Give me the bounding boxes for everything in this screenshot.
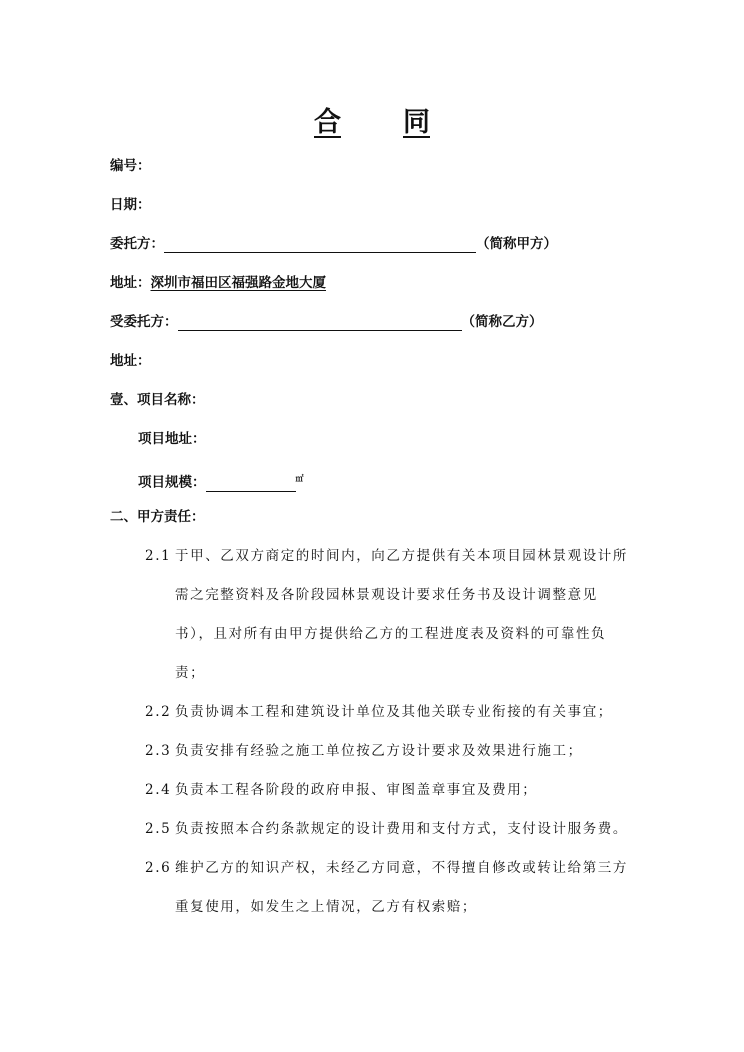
section2-heading — [110, 508, 205, 526]
contractor-address-label: 地址： — [110, 353, 151, 369]
item-2-2-num: 2.2 — [145, 704, 172, 720]
number-field — [110, 157, 151, 175]
date-field — [110, 196, 151, 214]
item-2-6-num: 2.6 — [145, 860, 172, 876]
item-2-3-line-1: 负责安排有经验之施工单位按乙方设计要求及效果进行施工； — [175, 743, 583, 759]
item-2-4-line-1: 负责本工程各阶段的政府申报、审图盖章事宜及费用； — [175, 782, 538, 798]
item-2-5-num: 2.5 — [145, 821, 172, 837]
client-address-label: 地址： — [110, 275, 151, 291]
client-field — [110, 235, 557, 253]
document-title — [0, 100, 744, 139]
project-address-label: 项目地址： — [138, 431, 206, 447]
client-address-field — [110, 274, 326, 292]
section2-heading-label: 二、甲方责任： — [110, 509, 205, 525]
date-label: 日期： — [110, 197, 151, 213]
number-label: 编号： — [110, 158, 151, 174]
item-2-6-line-1: 维护乙方的知识产权，未经乙方同意，不得擅自修改或转让给第三方 — [175, 860, 628, 876]
item-2-3-num: 2.3 — [145, 743, 172, 759]
project-scale-blank — [206, 476, 296, 492]
item-2-1-line-4: 责； — [175, 665, 206, 681]
contractor-label: 受委托方： — [110, 314, 178, 330]
title-part-2: 同 — [403, 107, 430, 138]
client-address-value: 深圳市福田区福强路金地大厦 — [150, 275, 326, 291]
client-suffix: （简称甲方） — [476, 236, 557, 252]
item-2-1-line-3: 书），且对所有由甲方提供给乙方的工程进度表及资料的可靠性负 — [175, 626, 607, 642]
project-scale-unit: ㎡ — [295, 473, 304, 483]
item-2-1-line-2: 需之完整资料及各阶段园林景观设计要求任务书及设计调整意见 — [175, 587, 598, 603]
title-part-1: 合 — [314, 107, 341, 138]
item-2-1-num: 2.1 — [145, 548, 172, 564]
item-2-4-num: 2.4 — [145, 782, 172, 798]
project-heading-label: 壹、项目名称： — [110, 392, 205, 408]
project-scale-label: 项目规模： — [138, 474, 206, 491]
contractor-blank — [178, 315, 462, 331]
contractor-field — [110, 313, 543, 331]
item-2-6-line-2: 重复使用，如发生之上情况，乙方有权索赔； — [175, 899, 477, 915]
contractor-suffix: （简称乙方） — [461, 314, 543, 330]
item-2-2-line-1: 负责协调本工程和建筑设计单位及其他关联专业衔接的有关事宜； — [175, 704, 613, 720]
project-address-field — [138, 430, 206, 448]
client-label: 委托方： — [110, 236, 164, 252]
client-blank — [164, 237, 476, 253]
project-heading — [110, 391, 205, 409]
item-2-1-line-1: 于甲、乙双方商定的时间内，向乙方提供有关本项目园林景观设计所 — [175, 548, 628, 564]
project-scale-field — [138, 469, 304, 492]
item-2-5-line-1: 负责按照本合约条款规定的设计费用和支付方式，支付设计服务费。 — [175, 821, 628, 837]
contractor-address-field — [110, 352, 151, 370]
